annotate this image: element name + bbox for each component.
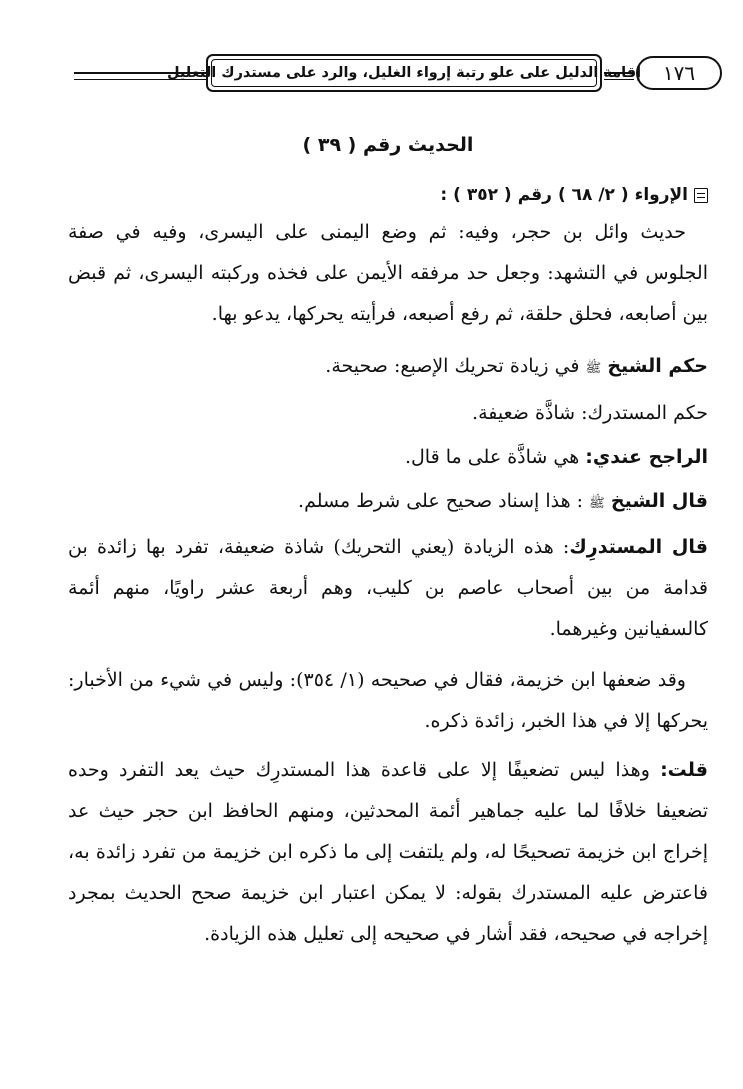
sheikh-ruling xyxy=(68,345,708,390)
page-content xyxy=(68,130,708,965)
ibn-khuzayma-paragraph: وقد ضعفها ابن خزيمة، فقال في صحيحه (١/ ٣٥٤): وليس في شيء من الأخبار: يحركها إلا في هذا الخبر، زائدة ذكره. xyxy=(68,669,708,732)
hadith-text: حديث وائل بن حجر، وفيه: ثم وضع اليمنى على اليسرى، وفيه في صفة الجلوس في التشهد: وجعل حد مرفقه الأيمن على فخذه وركبته اليسرى، ثم قبض بين أصابعه، فحلق حلقة، ثم رفع أصبعه، فرأيته يحركها، يدعو بها. xyxy=(68,221,708,325)
source-num: ( ٣٥٢ ) xyxy=(453,185,512,205)
response-label: قلت: xyxy=(660,759,708,781)
source-colon: : xyxy=(440,185,448,205)
sheikh-said-label: قال الشيخ xyxy=(610,490,708,512)
source-reference xyxy=(68,180,708,210)
sheikh-said xyxy=(68,480,708,525)
document-icon xyxy=(694,188,708,203)
source-num-label: رقم xyxy=(517,185,552,205)
mustadrak-said xyxy=(68,527,708,650)
header-rule-right xyxy=(604,72,634,80)
sheikh-ruling-text: في زيادة تحريك الإصبع: صحيحة. xyxy=(325,355,580,377)
mustadrak-said-label: قال المستدرِك xyxy=(569,536,708,558)
honorific-mark: ﷺ xyxy=(585,361,602,376)
sheikh-ruling-label: حكم الشيخ xyxy=(607,355,708,377)
running-title-frame xyxy=(166,54,642,92)
mustadrak-said-text: : هذه الزيادة (يعني التحريك) شاذة ضعيفة، تفرد بها زائدة بن قدامة من بين أصحاب عاصم بن كليب، وهم أربعة عشر راويًا، منهم أئمة كالسفيانين وغيرهما. xyxy=(68,536,708,640)
honorific-mark: ﷺ xyxy=(589,496,605,511)
response-paragraph xyxy=(68,750,708,955)
sheikh-said-text: : هذا إسناد صحيح على شرط مسلم. xyxy=(298,490,584,512)
source-ref: ( ٢/ ٦٨ ) xyxy=(557,185,629,205)
mustadrak-ruling: حكم المستدرك: شاذَّة ضعيفة. xyxy=(472,402,708,424)
hadith-heading: الحديث رقم ( ٣٩ ) xyxy=(302,134,474,156)
page-number: ١٧٦ xyxy=(662,61,696,85)
preferred-label: الراجح عندي: xyxy=(585,446,708,468)
preferred-opinion xyxy=(68,436,708,478)
source-label: الإرواء xyxy=(634,185,688,205)
running-title: إقامة الدليل على علو رتبة إرواء الغليل، والرد على مستدرك التعليل xyxy=(166,65,642,81)
preferred-text: هي شاذَّة على ما قال. xyxy=(404,446,580,468)
response-text: وهذا ليس تضعيفًا إلا على قاعدة هذا المستدرِك حيث يعد التفرد وحده تضعيفا خلافًا لما عليه جماهير أئمة المحدثين، ومنهم الحافظ ابن حجر حيث عد إخراج ابن خزيمة تصحيحًا له، ولم يلتفت إلى ما ذكره ابن خزيمة من تفرد زائدة به، فاعترض عليه المستدرك بقوله: لا يمكن اعتبار ابن خزيمة صحح الحديث بمجرد إخراجه في صحيحه، فقد أشار في صحيحه إلى تعليل هذه الزيادة. xyxy=(68,759,708,945)
page-number-frame xyxy=(636,56,722,90)
page-header xyxy=(74,48,724,100)
